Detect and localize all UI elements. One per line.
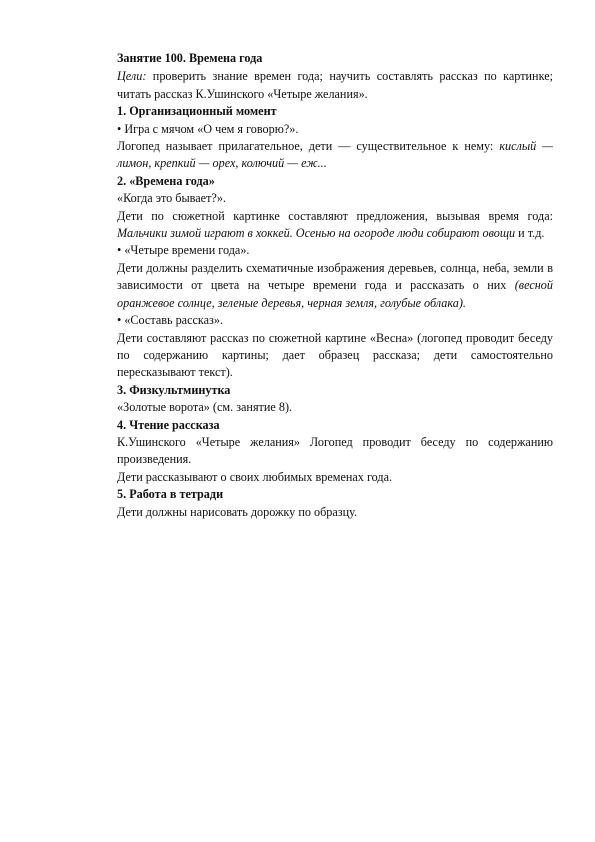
section-2-text [117, 208, 553, 243]
section-1-game: • Игра с мячом «О чем я говорю?». [117, 121, 299, 136]
section-1-text [117, 138, 553, 173]
section-5-heading: 5. Работа в тетради [117, 487, 224, 502]
section-2-task-text: Дети должны разделить схематичные изображения деревьев, солнца, неба, земли в зависимости от цвета на четыре времени года и рассказать о них [117, 260, 553, 293]
section-2-tail: и т.д. [515, 226, 545, 241]
section-2-task-examples: (весной оранжевое солнце, зеленые деревья, черная земля, голубые облака). [117, 278, 553, 310]
section-1-instruction: Логопед называет прилагательное, дети — существительное к нему: [117, 139, 500, 154]
section-2-heading: 2. «Времена года» [117, 173, 215, 188]
section-5-text: Дети должны нарисовать дорожку по образцу. [117, 504, 358, 519]
section-4-heading: 4. Чтение рассказа [117, 417, 220, 432]
goals-paragraph [117, 68, 553, 103]
goals-label: Цели: [117, 69, 147, 84]
section-2-question: «Когда это бывает?». [117, 191, 226, 206]
section-3-text: «Золотые ворота» (см. занятие 8). [117, 400, 293, 415]
section-2-story-game: • «Составь рассказ». [117, 313, 224, 328]
section-2-game: • «Четыре времени года». [117, 243, 250, 258]
section-1-examples: кислый — лимон, крепкий — орех, колючий — еж... [117, 139, 554, 171]
section-4-text: К.Ушинского «Четыре желания» Логопед проводит беседу по содержанию произведения. [117, 434, 553, 467]
section-2-task [117, 260, 553, 312]
page-title: Занятие 100. Времена года [117, 51, 263, 65]
section-2-instruction: Дети по сюжетной картинке составляют предложения, вызывая время года: [117, 208, 553, 223]
section-3-heading: 3. Физкультминутка [117, 382, 231, 397]
document-content [117, 50, 553, 521]
section-2-examples: Мальчики зимой играют в хоккей. Осенью на огороде люди собирают овощи [117, 226, 516, 241]
section-1-heading: 1. Организационный момент [117, 104, 277, 119]
goals-text: проверить знание времен года; научить составлять рассказ по картинке; читать рассказ К.Ушинского «Четыре желания». [117, 69, 553, 101]
section-2-story-text: Дети составляют рассказ по сюжетной картине «Весна» (логопед проводит беседу по содержанию картины; дает образец рассказа; дети самостоятельно пересказывают текст). [117, 330, 553, 380]
section-4-text-2: Дети рассказывают о своих любимых временах года. [117, 469, 393, 484]
